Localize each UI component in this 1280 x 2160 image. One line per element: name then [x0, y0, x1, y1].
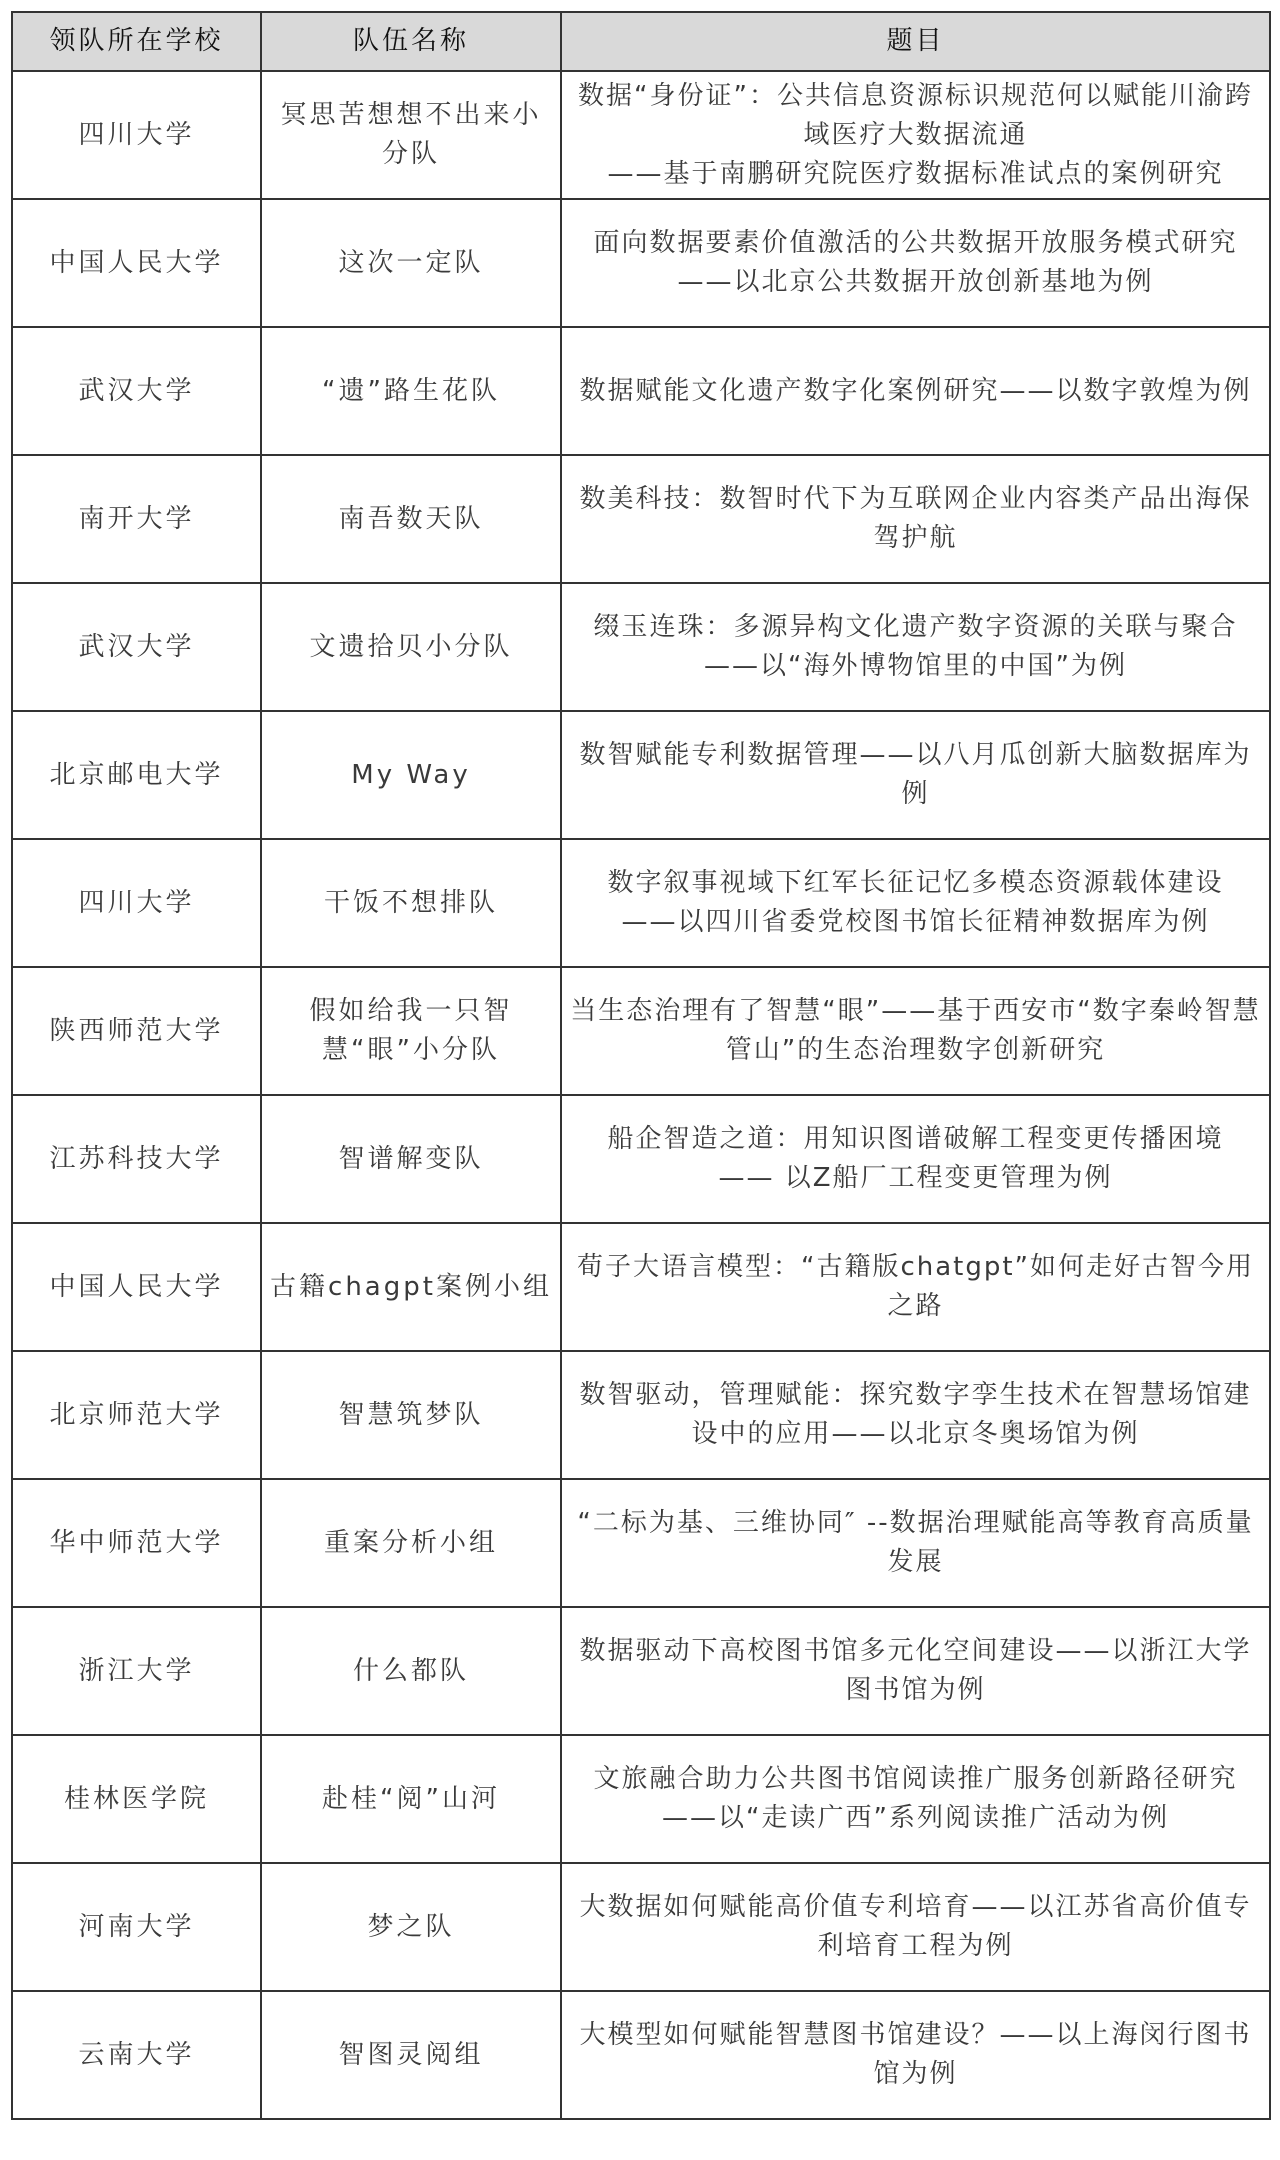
table-row — [12, 583, 1270, 711]
topic-line: 数智赋能专利数据管理——以八月瓜创新大脑数据库为例 — [579, 740, 1252, 809]
team-name-cell: 古籍chagpt案例小组 — [261, 1223, 561, 1351]
school-cell: 云南大学 — [12, 1991, 261, 2119]
header-school: 领队所在学校 — [12, 12, 261, 71]
team-name-cell: 重案分析小组 — [261, 1479, 561, 1607]
topic-cell — [561, 327, 1270, 455]
topic-line: 大数据如何赋能高价值专利培育——以江苏省高价值专利培育工程为例 — [579, 1892, 1252, 1961]
school-cell: 华中师范大学 — [12, 1479, 261, 1607]
school-cell: 武汉大学 — [12, 327, 261, 455]
header-topic: 题目 — [561, 12, 1270, 71]
topic-cell — [561, 839, 1270, 967]
topic-cell — [561, 455, 1270, 583]
team-name-cell: 文遗拾贝小分队 — [261, 583, 561, 711]
team-name-cell: “遗”路生花队 — [261, 327, 561, 455]
team-name-cell: 赴桂“阅”山河 — [261, 1735, 561, 1863]
topic-line: 数据赋能文化遗产数字化案例研究——以数字敦煌为例 — [579, 375, 1252, 406]
table-row — [12, 1735, 1270, 1863]
topic-cell — [561, 1991, 1270, 2119]
school-cell: 四川大学 — [12, 71, 261, 199]
topic-line: ——以四川省委党校图书馆长征精神数据库为例 — [621, 907, 1210, 937]
topic-line: 数据“身份证”：公共信息资源标识规范何以赋能川渝跨域医疗大数据流通 — [578, 80, 1253, 150]
header-team: 队伍名称 — [261, 12, 561, 71]
topic-line: 数字叙事视域下红军长征记忆多模态资源载体建设 — [607, 868, 1224, 898]
team-name-cell: 这次一定队 — [261, 199, 561, 327]
school-cell: 北京邮电大学 — [12, 711, 261, 839]
topic-line: 数据驱动下高校图书馆多元化空间建设——以浙江大学图书馆为例 — [579, 1636, 1252, 1705]
table-row — [12, 199, 1270, 327]
school-cell: 浙江大学 — [12, 1607, 261, 1735]
team-name-cell: 干饭不想排队 — [261, 839, 561, 967]
table-body — [12, 71, 1270, 2119]
table-row — [12, 455, 1270, 583]
team-topic-table — [11, 11, 1271, 2120]
topic-line: ——基于南鹏研究院医疗数据标准试点的案例研究 — [607, 158, 1224, 189]
team-name-cell: 南吾数天队 — [261, 455, 561, 583]
table-row — [12, 967, 1270, 1095]
topic-line: ——以北京公共数据开放创新基地为例 — [677, 267, 1154, 297]
topic-line: 船企智造之道：用知识图谱破解工程变更传播困境 — [607, 1124, 1224, 1154]
topic-line: 大模型如何赋能智慧图书馆建设？——以上海闵行图书馆为例 — [579, 2020, 1252, 2089]
table-row — [12, 1479, 1270, 1607]
topic-line: 缀玉连珠：多源异构文化遗产数字资源的关联与聚合——以“海外博物馆里的中国”为例 — [593, 612, 1238, 681]
table-row — [12, 839, 1270, 967]
school-cell: 陕西师范大学 — [12, 967, 261, 1095]
topic-cell — [561, 711, 1270, 839]
table-row — [12, 711, 1270, 839]
school-cell: 中国人民大学 — [12, 199, 261, 327]
team-name-cell: 智慧筑梦队 — [261, 1351, 561, 1479]
topic-line: 文旅融合助力公共图书馆阅读推广服务创新路径研究——以“走读广西”系列阅读推广活动为例 — [593, 1764, 1238, 1833]
topic-line: 当生态治理有了智慧“眼”——基于西安市“数字秦岭智慧管山”的生态治理数字创新研究 — [570, 996, 1261, 1065]
topic-cell — [561, 199, 1270, 327]
school-cell: 北京师范大学 — [12, 1351, 261, 1479]
team-name-cell: 什么都队 — [261, 1607, 561, 1735]
school-cell: 河南大学 — [12, 1863, 261, 1991]
topic-line: 数美科技：数智时代下为互联网企业内容类产品出海保驾护航 — [579, 484, 1252, 553]
table-row — [12, 71, 1270, 199]
topic-line: “二标为基、三维协同″ --数据治理赋能高等教育高质量发展 — [577, 1508, 1254, 1577]
team-name-cell: 智图灵阅组 — [261, 1991, 561, 2119]
topic-line: 数智驱动，管理赋能：探究数字孪生技术在智慧场馆建设中的应用——以北京冬奥场馆为例 — [579, 1380, 1252, 1449]
topic-cell — [561, 1479, 1270, 1607]
team-name-cell: 梦之队 — [261, 1863, 561, 1991]
team-name-cell: My Way — [261, 711, 561, 839]
topic-cell — [561, 1095, 1270, 1223]
topic-line: —— 以Z船厂工程变更管理为例 — [718, 1163, 1113, 1193]
topic-cell — [561, 1735, 1270, 1863]
header-row — [12, 12, 1270, 71]
table-row — [12, 327, 1270, 455]
topic-cell — [561, 1351, 1270, 1479]
topic-cell — [561, 583, 1270, 711]
school-cell: 南开大学 — [12, 455, 261, 583]
topic-line: 面向数据要素价值激活的公共数据开放服务模式研究 — [593, 228, 1238, 258]
school-cell: 武汉大学 — [12, 583, 261, 711]
topic-cell — [561, 71, 1270, 199]
table-row — [12, 1607, 1270, 1735]
topic-cell — [561, 967, 1270, 1095]
school-cell: 江苏科技大学 — [12, 1095, 261, 1223]
topic-cell — [561, 1223, 1270, 1351]
topic-cell — [561, 1607, 1270, 1735]
team-name-cell: 智谱解变队 — [261, 1095, 561, 1223]
table-row — [12, 1991, 1270, 2119]
school-cell: 中国人民大学 — [12, 1223, 261, 1351]
topic-cell — [561, 1863, 1270, 1991]
table-row — [12, 1863, 1270, 1991]
school-cell: 四川大学 — [12, 839, 261, 967]
table-row — [12, 1223, 1270, 1351]
school-cell: 桂林医学院 — [12, 1735, 261, 1863]
table-header — [12, 12, 1270, 71]
team-name-cell: 冥思苦想想不出来小分队 — [261, 71, 561, 199]
team-name-cell: 假如给我一只智慧“眼”小分队 — [261, 967, 561, 1095]
topic-line: 荀子大语言模型：“古籍版chatgpt”如何走好古智今用之路 — [576, 1252, 1255, 1321]
table-row — [12, 1351, 1270, 1479]
table-row — [12, 1095, 1270, 1223]
